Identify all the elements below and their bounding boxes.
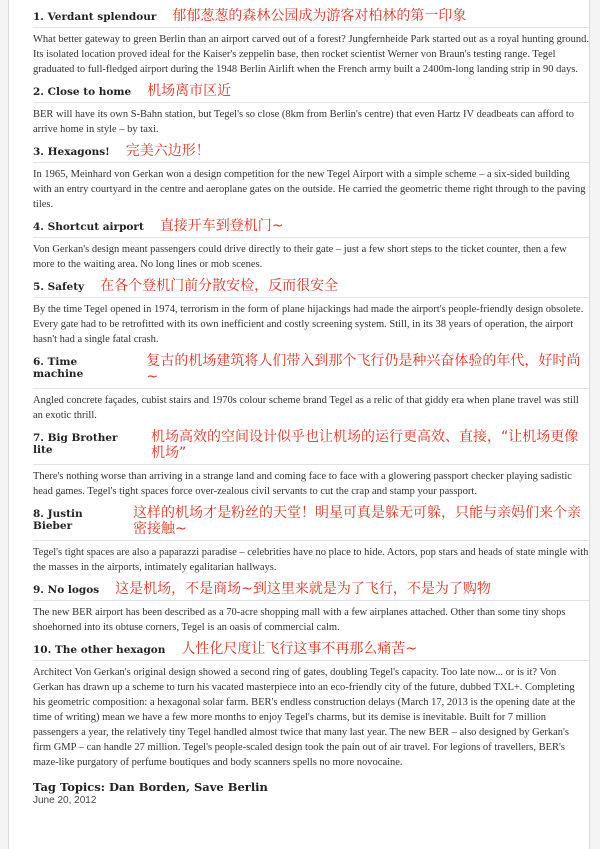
section-body: By the time Tegel opened in 1974, terrorism in the form of plane hijackings had made the airport's people-friendly design obsolete. Every gate had to be retrofitted with its own inefficient and costly screening system. Still, in its 38 years of operation, the airport hasn't had a single fatal crash. (33, 304, 584, 345)
section-body: What better gateway to green Berlin than an airport carved out of a forest? Jungfernheide Park started out as a royal hunting ground. Its isolated location proved ideal for the Kaiser's zeppelin base, then rocket scientist Werner von Braun's testing range. Tegel graduated to full-fledged airport during the 1948 Berlin Airlift when the French army built a 2400m-long landing strip in 90 days. (33, 34, 590, 75)
chinese-annotation: 复古的机场建筑将人们带入到那个飞行仍是种兴奋体验的年代，好时尚~ (146, 353, 581, 385)
section-header (33, 429, 589, 465)
section-9 (33, 581, 589, 635)
section-header (33, 83, 589, 103)
section-title: 4. Shortcut airport (33, 221, 144, 233)
section-title: 3. Hexagons! (33, 146, 110, 158)
section-header (33, 581, 589, 601)
chinese-annotation: 机场高效的空间设计似乎也让机场的运行更高效、直接，“让机场更像机场” (151, 429, 579, 461)
section-4 (33, 218, 589, 272)
section-header (33, 505, 589, 541)
section-body: In 1965, Meinhard von Gerkan won a design competition for the new Tegel Airport with a simple scheme – a six-sided building with an entry courtyard in the centre and aeroplane gates on the outside. He carried the geometric theme right through to the paving tiles. (33, 169, 586, 210)
section-title: 10. The other hexagon (33, 644, 166, 656)
section-7 (33, 429, 589, 499)
chinese-annotation: 郁郁葱葱的森林公园成为游客对柏林的第一印象 (172, 8, 467, 24)
section-body: There's nothing worse than arriving in a strange land and coming face to face with a glowering passport checker playing sadistic head games. Tegel's tight spaces force over-zealous civil servants to cut the crap and stamp your passport. (33, 471, 572, 497)
section-header (33, 8, 589, 28)
section-title: 2. Close to home (33, 86, 132, 98)
section-3 (33, 143, 589, 212)
section-body: The new BER airport has been described as a 70-acre shopping mall with a few airplanes attached. Other than some tiny shops shoehorned into its obtuse corners, Tegel is an oasis of commercial calm. (33, 607, 566, 633)
chinese-annotation: 完美六边形！ (125, 143, 210, 159)
section-header (33, 278, 589, 298)
section-body: BER will have its own S-Bahn station, but Tegel's so close (8km from Berlin's centre) that even Hartz IV deadbeats can afford to arrive home in style – by taxi. (33, 109, 575, 135)
section-body: Angled concrete façades, cubist stairs and 1970s colour scheme brand Tegel as a relic of that giddy era when plane travel was still an exotic thrill. (33, 395, 579, 421)
publish-date: June 20, 2012 (33, 795, 97, 806)
article-content (33, 8, 589, 806)
section-8 (33, 505, 589, 575)
section-title: 5. Safety (33, 281, 85, 293)
section-6 (33, 353, 589, 423)
section-header (33, 641, 589, 661)
section-5 (33, 278, 589, 347)
tag-topics: Tag Topics: Dan Borden, Save Berlin (33, 780, 268, 794)
section-title: 8. Justin Bieber (33, 508, 83, 532)
section-10 (33, 641, 589, 770)
section-title: 6. Time machine (33, 356, 84, 380)
article-page (8, 0, 590, 849)
chinese-annotation: 机场离市区近 (147, 83, 232, 99)
chinese-annotation: 这样的机场才是粉丝的天堂！明星可真是躲无可躲，只能与亲妈们来个亲密接触~ (132, 505, 581, 537)
section-body: Architect Von Gerkan's original design showed a second ring of gates, doubling Tegel's capacity. Too late now... or is it? Von Gerkan has drawn up a scheme to turn his vacated masterpiece into an eco-friendly city of the future, dubbed TXL+. Completing his geometric composition: a hexagonal solar farm. BER's endless construction delays (March 17, 2013 is the opening date at the time of writing) mean we have a few more months to enjoy Tegel's charms, but its demise is inevitable. Built for 7 million passengers a year, the relatively tiny Tegel handled almost twice that many last year. The new BER – also designed by Gerkan's firm GMP – can handle 27 million. Tegel's people-scaled design took the pain out of air travel. For legions of travellers, BER's maze-like purgatory of perfume boutiques and body scanners spells no more novocaine. (33, 667, 576, 768)
section-body: Tegel's tight spaces are also a paparazzi paradise – celebrities have no place to hide. Actors, pop stars and heads of state mingle with the masses in the airports, intimately egalitarian hallways. (33, 547, 589, 573)
section-title: 1. Verdant splendour (33, 11, 157, 23)
chinese-annotation: 在各个登机门前分散安检，反而很安全 (100, 278, 339, 294)
section-body: Von Gerkan's design meant passengers could drive directly to their gate – just a few short steps to the ticket counter, then a few more to the waiting area. No long lines or mob scenes. (33, 244, 567, 270)
chinese-annotation: 这是机场，不是商场~到这里来就是为了飞行，不是为了购物 (115, 581, 491, 597)
section-2 (33, 83, 589, 137)
section-header (33, 218, 589, 238)
section-header (33, 143, 589, 163)
section-1 (33, 8, 589, 77)
section-title: 7. Big Brother lite (33, 432, 118, 456)
chinese-annotation: 直接开车到登机门~ (159, 218, 284, 234)
section-header (33, 353, 589, 389)
section-title: 9. No logos (33, 584, 100, 596)
chinese-annotation: 人性化尺度让飞行这事不再那么痛苦~ (181, 641, 418, 657)
